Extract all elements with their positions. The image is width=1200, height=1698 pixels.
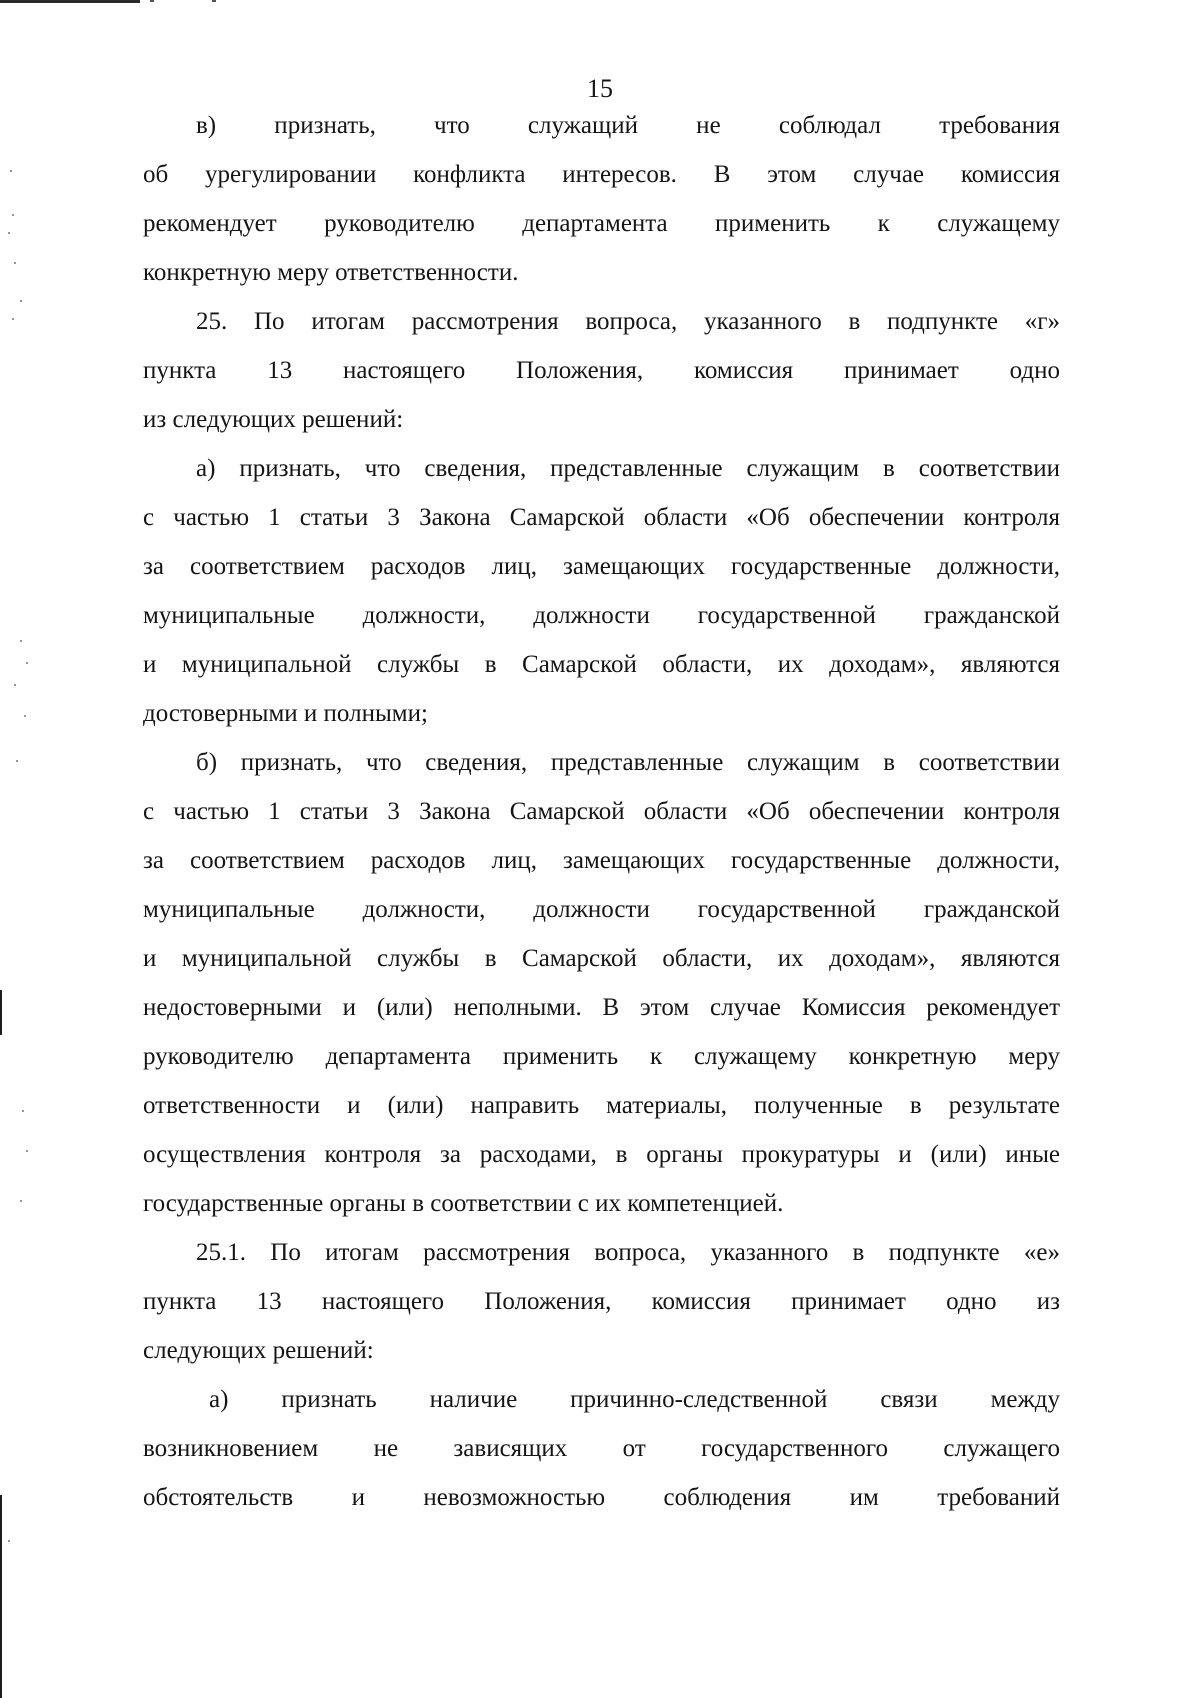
- paragraph-25-b: [143, 738, 1060, 1228]
- scan-speck: [26, 662, 28, 664]
- scan-speck: [14, 262, 16, 264]
- text-line: обстоятельств и невозможностью соблюдения им требований: [143, 1484, 1060, 1511]
- text-line: и муниципальной службы в Самарской области, их доходам», являются: [143, 945, 1060, 972]
- document-body: [143, 101, 1060, 1522]
- text-line: в) признать, что служащий не соблюдал требования: [196, 112, 1060, 139]
- scan-speck: [14, 684, 16, 686]
- scan-speck: [12, 318, 14, 320]
- text-line: осуществления контроля за расходами, в органы прокуратуры и (или) иные: [143, 1141, 1060, 1168]
- scan-speck: [8, 1540, 10, 1542]
- paragraph-25-a: [143, 444, 1060, 738]
- text-line: с частью 1 статьи 3 Закона Самарской области «Об обеспечении контроля: [143, 504, 1060, 531]
- text-line: недостоверными и (или) неполными. В этом случае Комиссия рекомендует: [143, 994, 1060, 1021]
- text-line: государственные органы в соответствии с их компетенцией.: [143, 1190, 784, 1217]
- text-line: за соответствием расходов лиц, замещающих государственные должности,: [143, 553, 1060, 580]
- text-line: 25. По итогам рассмотрения вопроса, указанного в подпункте «г»: [196, 308, 1060, 335]
- scan-speck: [20, 640, 22, 642]
- scan-edge-speck-top: [150, 0, 154, 2]
- text-line: следующих решений:: [143, 1337, 374, 1364]
- text-line: ответственности и (или) направить материалы, полученные в результате: [143, 1092, 1060, 1119]
- scan-speck: [20, 300, 22, 302]
- paragraph-25-1-a: [143, 1375, 1060, 1522]
- text-line: пункта 13 настоящего Положения, комиссия принимает одно из: [143, 1288, 1060, 1315]
- scan-speck: [20, 1200, 22, 1202]
- scan-speck: [24, 715, 26, 717]
- text-line: пункта 13 настоящего Положения, комиссия принимает одно: [143, 357, 1060, 384]
- paragraph-25: [143, 297, 1060, 444]
- text-line: с частью 1 статьи 3 Закона Самарской области «Об обеспечении контроля: [143, 798, 1060, 825]
- paragraph-v-not-complied: [143, 101, 1060, 297]
- scan-speck: [8, 232, 10, 234]
- text-line: руководителю департамента применить к служащему конкретную меру: [143, 1043, 1060, 1070]
- scan-edge-line-left: [0, 1495, 2, 1698]
- scan-speck: [12, 214, 14, 216]
- scan-speck: [22, 1110, 24, 1112]
- text-line: а) признать наличие причинно-следственной связи между: [209, 1386, 1060, 1413]
- text-line: достоверными и полными;: [143, 700, 428, 727]
- text-line: б) признать, что сведения, представленные служащим в соответствии: [196, 749, 1060, 776]
- scan-edge-line-left: [0, 990, 2, 1035]
- scan-edge-mark-top: [0, 0, 140, 3]
- text-line: конкретную меру ответственности.: [143, 259, 519, 286]
- text-line: муниципальные должности, должности государственной гражданской: [143, 896, 1060, 923]
- text-line: муниципальные должности, должности государственной гражданской: [143, 602, 1060, 629]
- text-line: возникновением не зависящих от государственного служащего: [143, 1435, 1060, 1462]
- scan-speck: [16, 760, 18, 762]
- page-number: 15: [587, 74, 613, 103]
- text-line: и муниципальной службы в Самарской области, их доходам», являются: [143, 651, 1060, 678]
- paragraph-25-1: [143, 1228, 1060, 1375]
- text-line: за соответствием расходов лиц, замещающих государственные должности,: [143, 847, 1060, 874]
- scan-speck: [10, 170, 12, 172]
- text-line: а) признать, что сведения, представленные служащим в соответствии: [196, 455, 1060, 482]
- scan-edge-speck-top: [212, 0, 216, 2]
- text-line: об урегулировании конфликта интересов. В этом случае комиссия: [143, 161, 1060, 188]
- text-line: 25.1. По итогам рассмотрения вопроса, указанного в подпункте «е»: [196, 1239, 1060, 1266]
- text-line: рекомендует руководителю департамента применить к служащему: [143, 210, 1060, 237]
- scan-speck: [26, 1150, 28, 1152]
- text-line: из следующих решений:: [143, 406, 404, 433]
